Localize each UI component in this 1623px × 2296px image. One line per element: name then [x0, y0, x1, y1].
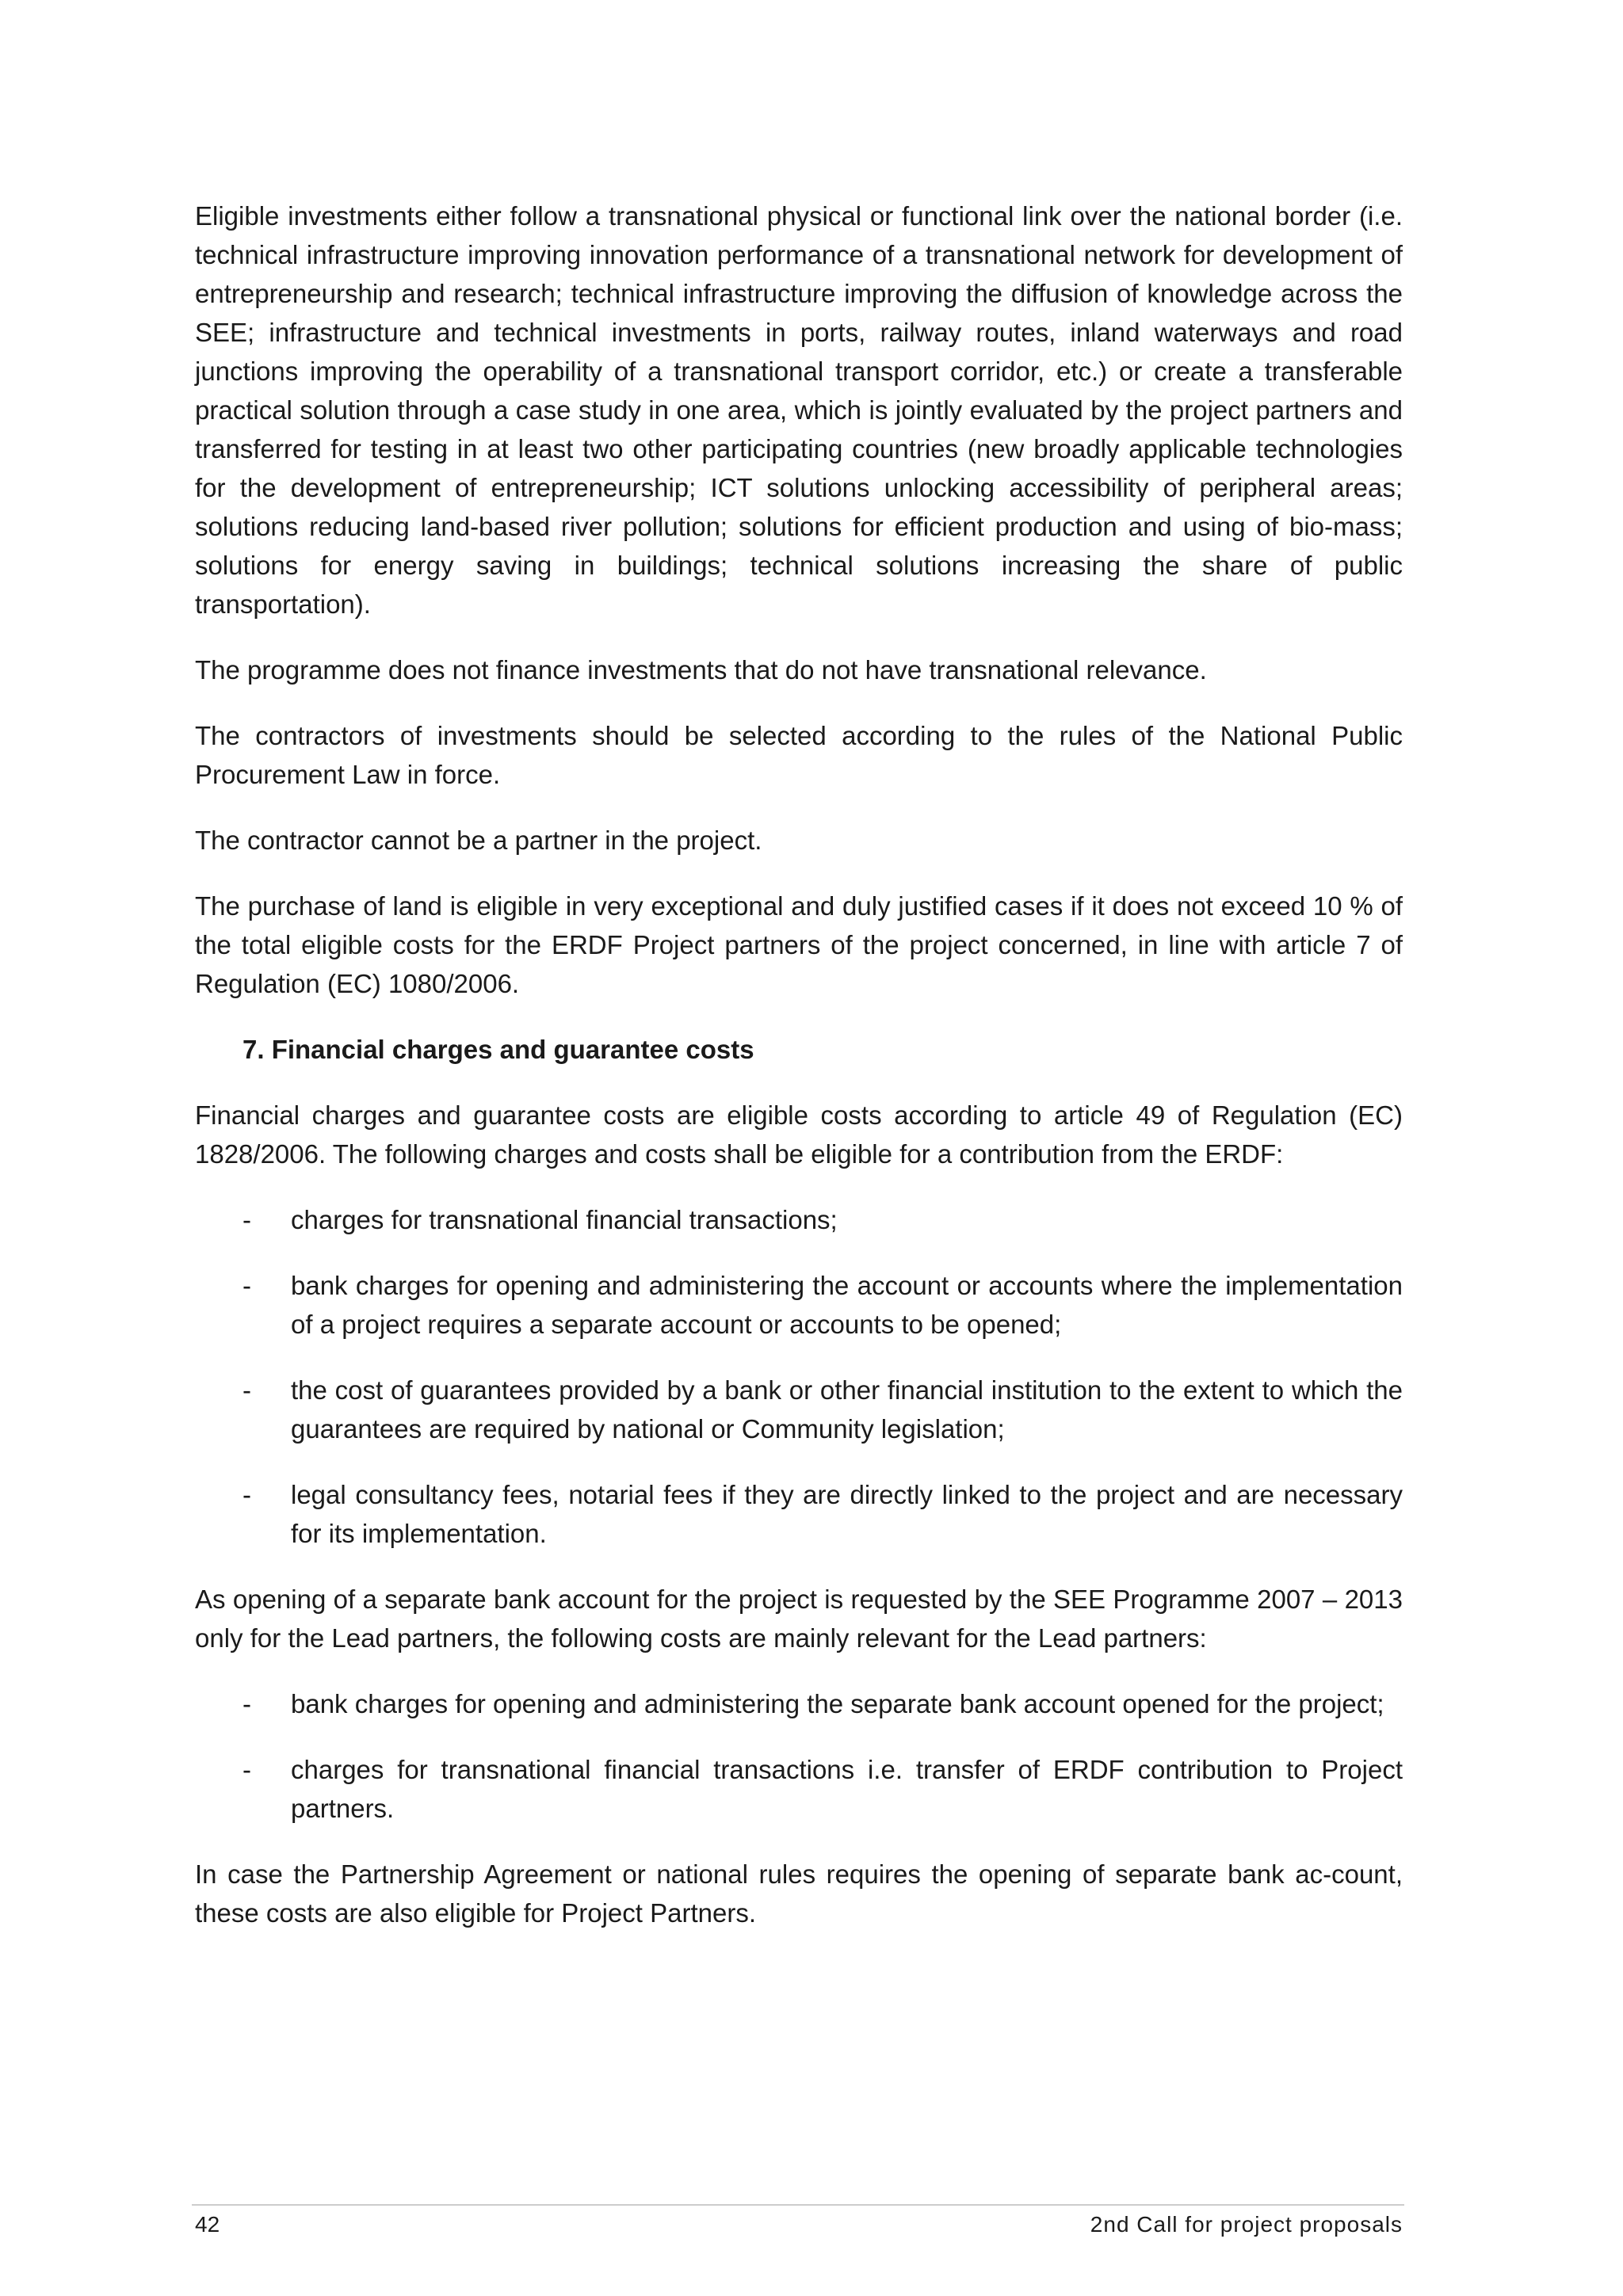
bullet-marker: - — [242, 1689, 251, 1718]
list-item-text: bank charges for opening and administering the separate bank account opened for the project; — [291, 1689, 1384, 1718]
page-number: 42 — [195, 2212, 220, 2237]
bullet-marker: - — [242, 1480, 251, 1509]
list-item — [195, 1371, 1403, 1448]
list-item-text: charges for transnational financial transactions i.e. transfer of ERDF contribution to Project partners. — [291, 1755, 1403, 1823]
list-item — [195, 1200, 1403, 1239]
section-intro: Financial charges and guarantee costs are eligible costs according to article 49 of Regulation (EC) 1828/2006. The following charges and costs shall be eligible for a contribution from the ERDF: — [195, 1100, 1403, 1169]
list-item-text: charges for transnational financial transactions; — [291, 1205, 838, 1234]
bullet-marker: - — [242, 1375, 251, 1405]
eligible-charges-list — [195, 1200, 1403, 1553]
list-item — [195, 1266, 1403, 1344]
paragraph-contractor: The contractor cannot be a partner in the project. — [195, 826, 762, 855]
page-footer — [195, 2210, 1403, 2239]
page-body — [195, 196, 1403, 1959]
paragraph-transnational-relevance: The programme does not finance investments that do not have transnational relevance. — [195, 655, 1207, 685]
paragraph-purchase-of-land: The purchase of land is eligible in very exceptional and duly justified cases if it does not exceed 10 % of the total eligible costs for the ERDF Project partners of the project concerned, in line with article 7 of Regulation (EC) 1080/2006. — [195, 891, 1403, 998]
paragraph-eligible-investments: Eligible investments either follow a transnational physical or functional link over the national border (i.e. technical infrastructure improving innovation performance of a transnational network for development of entrepreneurship and research; technical infrastructure improving the diffusion of knowledge across the SEE; infrastructure and technical investments in ports, railway routes, inland waterways and road junctions improving the operability of a transnational transport corridor, etc.) or create a transferable practical solution through a case study in one area, which is jointly evaluated by the project partners and transferred for testing in at least two other participating countries (new broadly applicable technologies for the development of entrepreneurship; ICT solutions unlocking accessibility of peripheral areas; solutions reducing land-based river pollution; solutions for efficient production and using of bio-mass; solutions for energy saving in buildings; technical solutions increasing the share of public transportation). — [195, 201, 1403, 619]
paragraph-closing: In case the Partnership Agreement or national rules requires the opening of separate bank ac-count, these costs are also eligible for Project Partners. — [195, 1859, 1403, 1928]
paragraph-procurement: The contractors of investments should be selected according to the rules of the National Public Procurement Law in force. — [195, 721, 1403, 789]
paragraph-lead-partner: As opening of a separate bank account for the project is requested by the SEE Programme 2007 – 2013 only for the Lead partners, the following costs are mainly relevant for the Lead partners: — [195, 1585, 1403, 1653]
document-title: 2nd Call for project proposals — [1090, 2212, 1403, 2237]
list-item — [195, 1684, 1403, 1723]
list-item — [195, 1475, 1403, 1553]
lead-partner-costs-list — [195, 1684, 1403, 1828]
section-heading: 7. Financial charges and guarantee costs — [242, 1035, 754, 1064]
footer-divider — [192, 2204, 1404, 2206]
bullet-marker: - — [242, 1271, 251, 1300]
list-item-text: the cost of guarantees provided by a bank or other financial institution to the extent to which the guarantees are required by national or Community legislation; — [291, 1375, 1403, 1444]
list-item-text: legal consultancy fees, notarial fees if they are directly linked to the project and are necessary for its implementation. — [291, 1480, 1403, 1548]
list-item-text: bank charges for opening and administering the account or accounts where the implementation of a project requires a separate account or accounts to be opened; — [291, 1271, 1403, 1339]
bullet-marker: - — [242, 1205, 251, 1234]
list-item — [195, 1750, 1403, 1828]
bullet-marker: - — [242, 1755, 251, 1784]
